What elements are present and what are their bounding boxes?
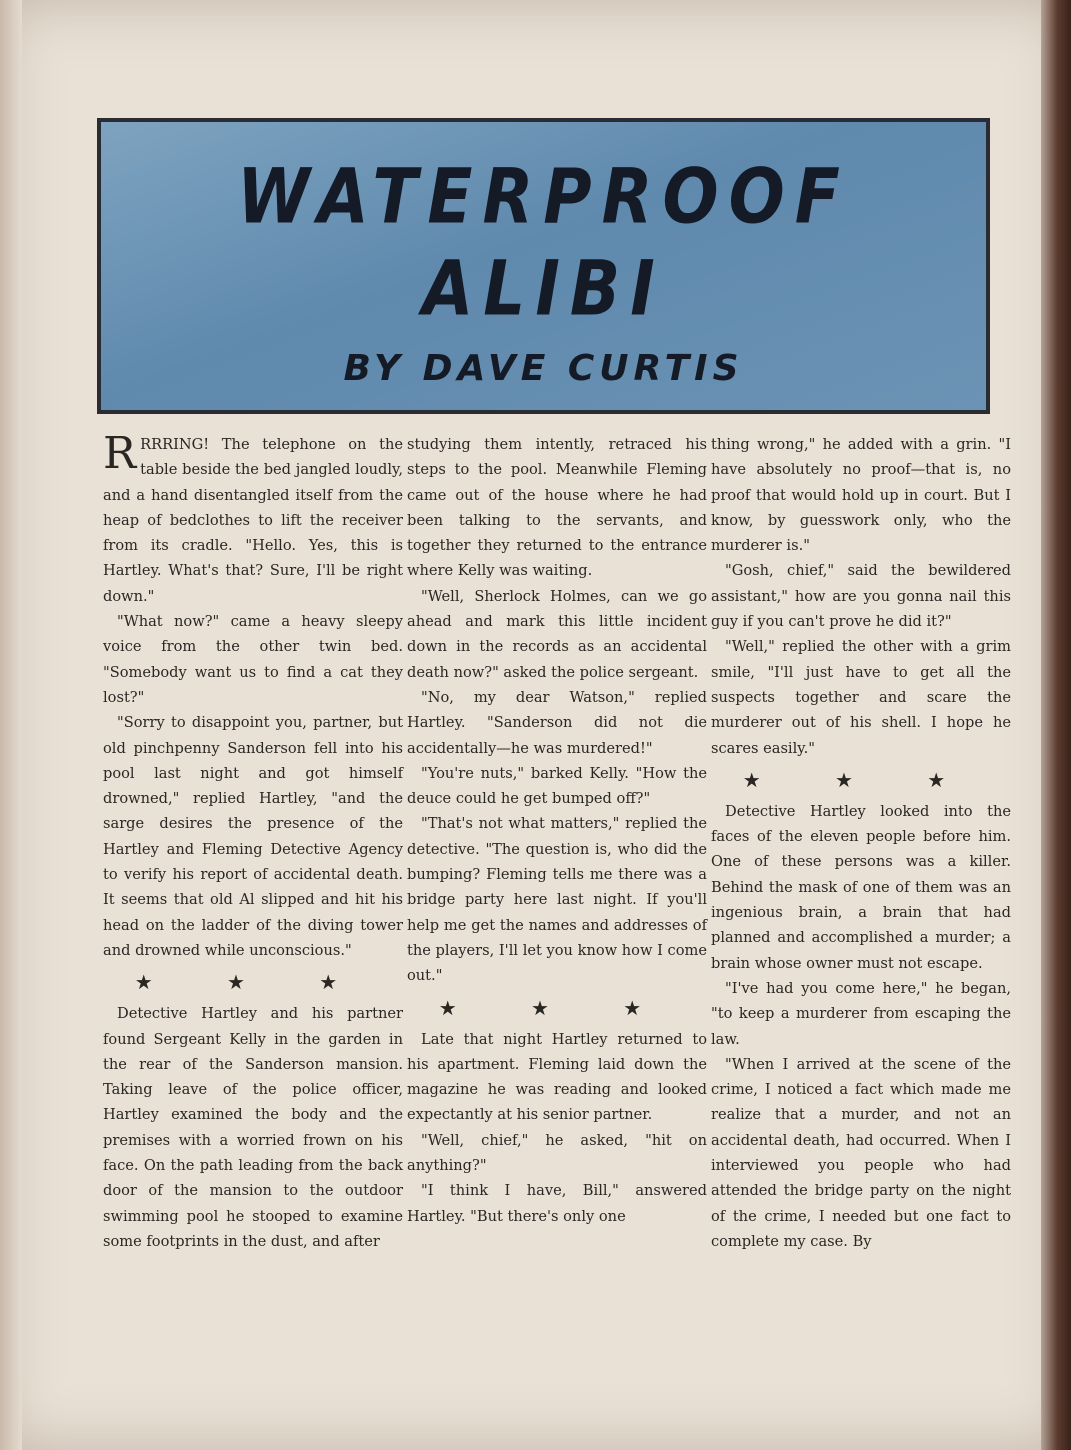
section-break-stars: ★ ★ ★ — [134, 970, 372, 995]
paragraph: "You're nuts," barked Kelly. "How the deuce could he get bumped off?" — [407, 764, 707, 808]
paragraph: "Well," replied the other with a grim smile, "I'll just have to get all the suspects together and scare the murderer out of his shell. I hope he scares easily." — [711, 638, 1011, 757]
paragraph: "Well, Sherlock Holmes, can we go ahead and mark this little incident down in the records as an accidental death now?" asked the police sergeant. — [407, 587, 707, 681]
text-column-2 — [407, 432, 707, 1229]
paragraph: Detective Hartley looked into the faces of the eleven people before him. One of these persons was a killer. Behind the mask of one of them was an ingenious brain, a brain that had planned and accomplished a murder; a brain whose owner must not escape. — [711, 802, 1011, 972]
section-break-stars: ★ ★ ★ — [438, 995, 676, 1020]
drop-cap: R — [103, 428, 137, 479]
paragraph: "Well, chief," he asked, "hit on anything?" — [407, 1131, 707, 1175]
section-break-stars: ★ ★ ★ — [742, 767, 980, 792]
paragraph-text: RRRING! The telephone on the table beside the bed jangled loudly, and a hand disentangled itself from the heap of bedclothes to lift the receiver from its cradle. "Hello. Yes, this is Hartley. What's that? Sure, I'll be right down." — [103, 436, 403, 605]
paragraph: Detective Hartley and his partner found Sergeant Kelly in the garden in the rear of the Sanderson mansion. Taking leave of the police officer, Hartley examined the body and the premises with a worried frown on his face. On the path leading from the back door of the mansion to the outdoor swimming pool he stooped to examine some footprints in the dust, and after — [103, 1005, 403, 1250]
text-column-3 — [711, 432, 1011, 1254]
paragraph: thing wrong," he added with a grin. "I have absolutely no proof—that is, no proof that would hold up in court. But I know, by guesswork only, who the murderer is." — [711, 436, 1011, 555]
paragraph: "When I arrived at the scene of the crime, I noticed a fact which made me realize that a murder, and not an accidental death, had occurred. When I interviewed you people who had attended the bridge party on the night of the crime, I needed but one fact to complete my case. By — [711, 1055, 1011, 1250]
story-title-line-1: WATERPROOF — [237, 152, 850, 241]
book-binding-edge — [1041, 0, 1071, 1450]
paragraph: "I think I have, Bill," answered Hartley. "But there's only one — [407, 1182, 707, 1225]
paragraph: "What now?" came a heavy sleepy voice from the other twin bed. "Somebody want us to find a cat they lost?" — [103, 613, 403, 706]
paragraph: studying them intently, retraced his steps to the pool. Meanwhile Fleming came out of the house where he had been talking to the servants, and together they returned to the entrance where Kelly was waiting. — [407, 436, 707, 580]
paragraph: "I've had you come here," he began, "to keep a murderer from escaping the law. — [711, 979, 1011, 1048]
opening-paragraph — [103, 428, 403, 609]
text-column-1 — [103, 428, 403, 1254]
paragraph: "No, my dear Watson," replied Hartley. "Sanderson did not die accidentally—he was murdered!" — [407, 688, 707, 757]
title-panel — [97, 118, 990, 414]
paragraph: "Gosh, chief," said the bewildered assistant," how are you gonna nail this guy if you can't prove he did it?" — [711, 562, 1011, 631]
paragraph: "That's not what matters," replied the detective. "The question is, who did the bumping? Fleming tells me there was a bridge party here last night. If you'll help me get the names and addresses of the players, I'll let you know how I come out." — [407, 815, 707, 985]
paragraph: "Sorry to disappoint you, partner, but old pinchpenny Sanderson fell into his pool last night and got himself drowned," replied Hartley, "and the sarge desires the presence of the Hartley and Fleming Detective Agency to verify his report of accidental death. It seems that old Al slipped and hit his head on the ladder of the diving tower and drowned while unconscious." — [103, 714, 403, 959]
author-byline: BY DAVE CURTIS — [343, 348, 744, 389]
story-title-line-2: ALIBI — [422, 244, 665, 333]
paragraph: Late that night Hartley returned to his apartment. Fleming laid down the magazine he was reading and looked expectantly at his senior partner. — [407, 1030, 707, 1124]
page-gutter-left — [0, 0, 22, 1450]
